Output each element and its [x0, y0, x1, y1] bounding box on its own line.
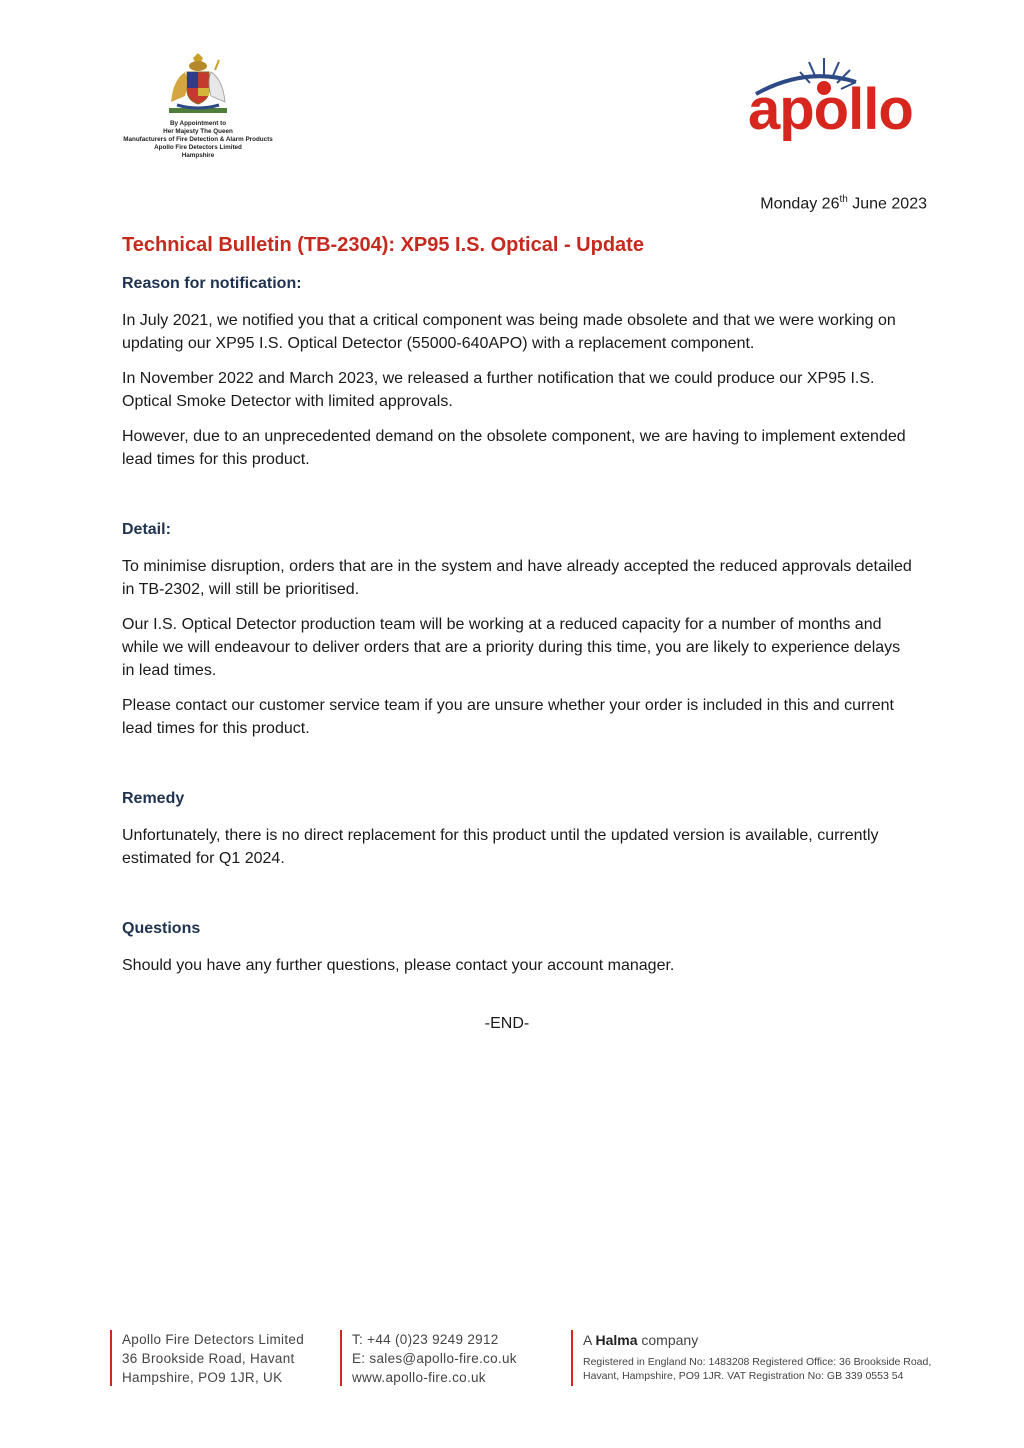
halma-tagline [583, 1330, 943, 1350]
paragraph: In July 2021, we notified you that a critical component was being made obsolete and that we were working on updating our XP95 I.S. Optical Detector (55000-640APO) with a replacement component. [122, 312, 896, 352]
registration-line: Havant, Hampshire, PO9 1JR. VAT Registration No: GB 339 0553 54 [583, 1369, 904, 1382]
paragraph: Our I.S. Optical Detector production team will be working at a reduced capacity for a number of months and while we will endeavour to deliver orders that are a priority during this time, you are likely to experience delays in lead times. [122, 616, 901, 679]
paragraph: In November 2022 and March 2023, we released a further notification that we could produce our XP95 I.S. Optical Smoke Detector with limited approvals. [122, 370, 875, 410]
warrant-line: By Appointment to [169, 120, 227, 127]
section-heading-questions: Questions [122, 920, 201, 937]
address-line: 36 Brookside Road, Havant [122, 1351, 295, 1366]
registration-info [583, 1356, 943, 1383]
warrant-line: Manufacturers of Fire Detection & Alarm Products [123, 136, 273, 143]
page-footer [110, 1330, 930, 1390]
paragraph: Please contact our customer service team if you are unsure whether your order is included in this and current lead times for this product. [122, 697, 894, 737]
section-heading-reason: Reason for notification: [122, 275, 302, 292]
bulletin-body [122, 234, 912, 1033]
royal-coat-of-arms-icon [163, 52, 233, 116]
date-rest: June 2023 [847, 195, 927, 213]
section-heading-detail: Detail: [122, 521, 171, 538]
paragraph: Should you have any further questions, please contact your account manager. [122, 957, 675, 974]
apollo-logo [746, 52, 946, 162]
registration-line: Registered in England No: 1483208 Registered Office: 36 Brookside Road, [583, 1356, 932, 1368]
section-heading-remedy: Remedy [122, 790, 185, 807]
website-link[interactable]: www.apollo-fire.co.uk [352, 1370, 486, 1385]
address-line: Hampshire, PO9 1JR, UK [122, 1370, 283, 1385]
paragraph: To minimise disruption, orders that are in the system and have already accepted the reduced approvals detailed in TB-2302, will still be prioritised. [122, 558, 912, 598]
footer-company [571, 1330, 943, 1386]
royal-warrant [118, 52, 278, 160]
date-prefix: Monday 26 [760, 195, 840, 213]
date-ordinal: th [839, 194, 848, 205]
halma-suffix: company [637, 1332, 699, 1348]
logo-wordmark: apollo [748, 77, 913, 142]
warrant-line: Her Majesty The Queen [163, 128, 233, 135]
warrant-line: Apollo Fire Detectors Limited [154, 144, 242, 151]
halma-prefix: A [583, 1332, 596, 1348]
phone-text: T: +44 (0)23 9249 2912 [352, 1332, 499, 1347]
paragraph: However, due to an unprecedented demand on the obsolete component, we are having to implement extended lead times for this product. [122, 428, 906, 468]
paragraph: Unfortunately, there is no direct replacement for this product until the updated version is available, currently estimated for Q1 2024. [122, 827, 879, 867]
bulletin-title: Technical Bulletin (TB-2304): XP95 I.S. Optical - Update [122, 234, 644, 256]
halma-brand: Halma [595, 1332, 638, 1348]
bulletin-date [760, 194, 927, 213]
end-marker: -END- [484, 1015, 530, 1032]
footer-contact [340, 1330, 572, 1386]
address-line: Apollo Fire Detectors Limited [122, 1332, 305, 1347]
footer-address [110, 1330, 342, 1386]
email-link[interactable]: E: sales@apollo-fire.co.uk [352, 1351, 517, 1366]
warrant-line: Hampshire [181, 152, 215, 159]
